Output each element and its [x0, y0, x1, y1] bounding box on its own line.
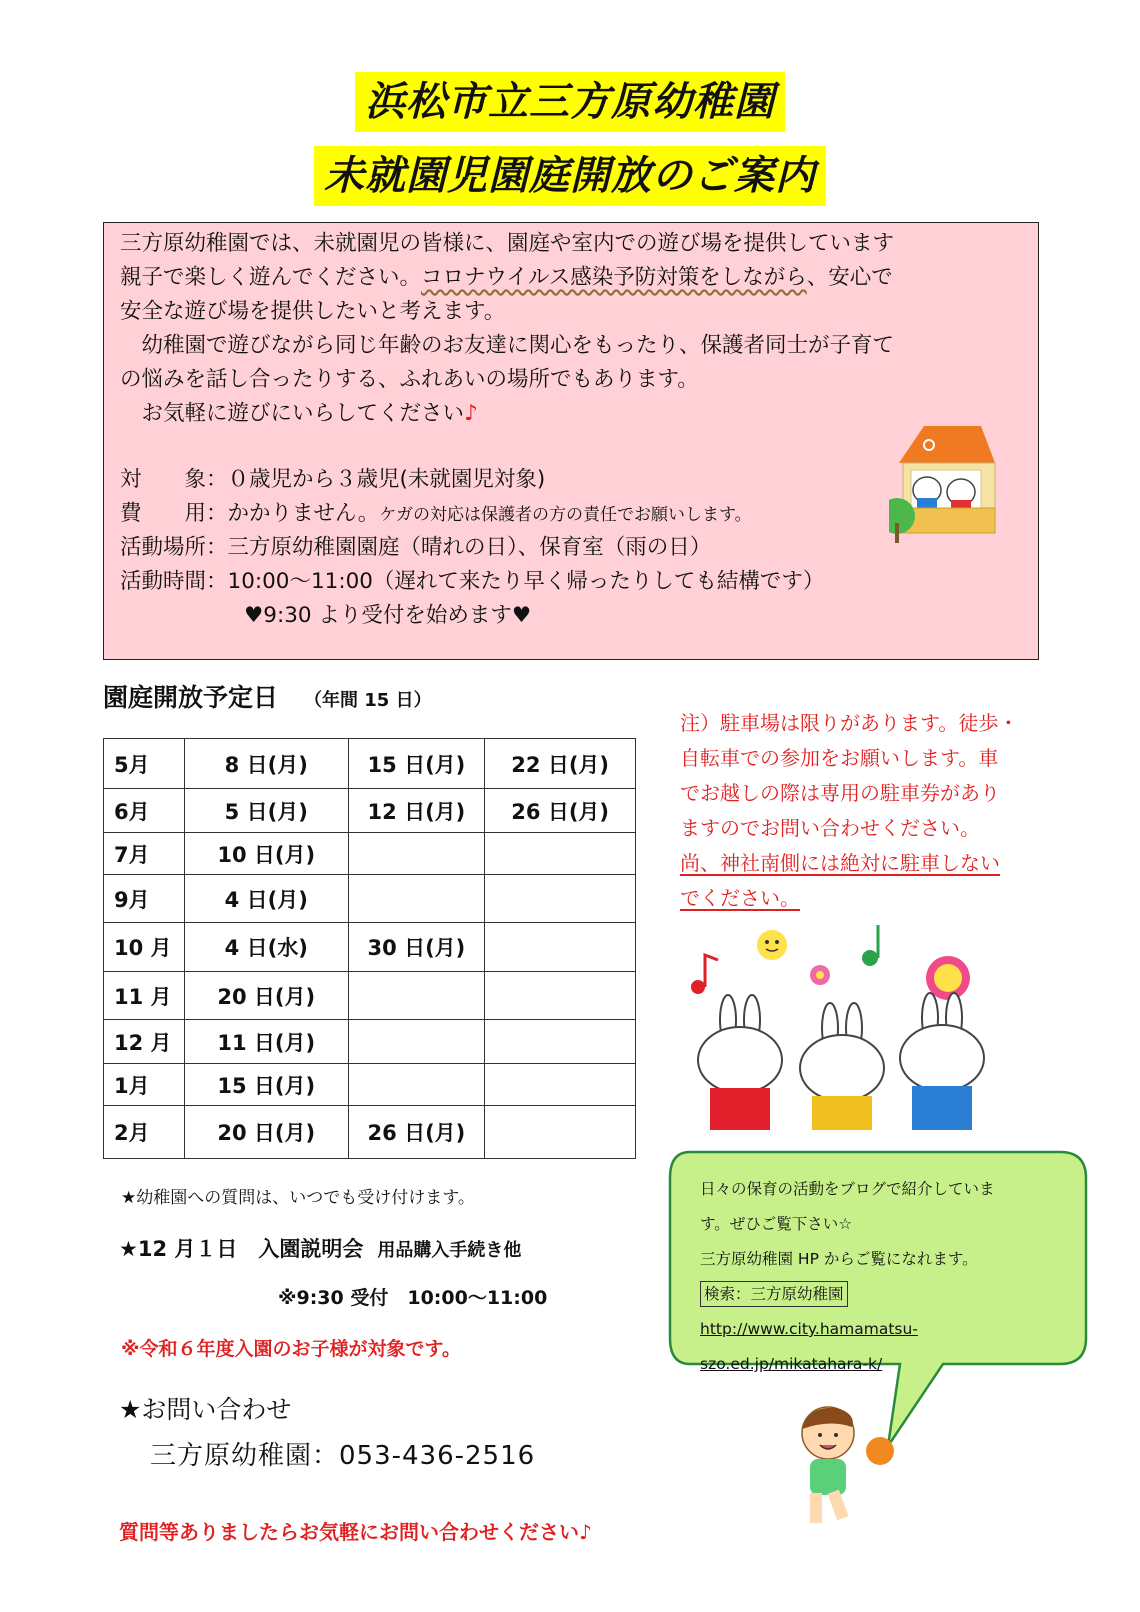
questions-note: ★幼稚園への質問は、いつでも受け付けます。 [121, 1188, 475, 1208]
contact-heading: ★お問い合わせ [119, 1395, 292, 1424]
boy-with-ball-icon [790, 1405, 910, 1535]
title-line2: 未就園児園庭開放のご案内 [0, 146, 1140, 206]
table-row: 9月 4 日(月) [104, 875, 636, 923]
blog-info: 日々の保育の活動をブログで紹介していま す。ぜひご覧下さい☆ 三方原幼稚園 HP からご覧になれます。 検索：三方原幼稚園 http://www.city.hamamatsu- szo.ed.jp/mikatahara-k/ [700, 1180, 995, 1373]
intro-line: の悩みを話し合ったりする、ふれあいの場所でもあります。 [120, 367, 699, 392]
closing-note: 質問等ありましたらお気軽にお問い合わせください♪ [119, 1520, 592, 1544]
briefing-time: ※9:30 受付 10:00～11:00 [278, 1287, 548, 1309]
parking-note: 注）駐車場は限りがあります。徒歩・ 自転車での参加をお願いします。車 でお越しの際は専用の駐車券があり ますのでお問い合わせください。 尚、神社南側には絶対に駐車しない でください。 [680, 711, 1019, 910]
blog-url-line1[interactable]: http://www.city.hamamatsu- [700, 1320, 918, 1338]
house-illustration-icon [889, 418, 999, 543]
table-row: 12 月 11 日(月) [104, 1020, 636, 1064]
intro-line: お気軽に遊びにいらしてください♪ [120, 401, 478, 426]
intro-line: 親子で楽しく遊んでください。コロナウイルス感染予防対策をしながら、安心で [120, 265, 893, 290]
table-row: 5月 8 日(月) 15 日(月) 22 日(月) [104, 739, 636, 789]
table-row: 2月 20 日(月) 26 日(月) [104, 1106, 636, 1159]
intro-line: 三方原幼稚園では、未就園児の皆様に、園庭や室内での遊び場を提供しています [120, 231, 895, 256]
contact-line: 三方原幼稚園：053-436-2516 [150, 1441, 536, 1471]
table-row: 10 月 4 日(水) 30 日(月) [104, 923, 636, 972]
blog-url-line2[interactable]: szo.ed.jp/mikatahara-k/ [700, 1355, 883, 1373]
search-keyword: 検索：三方原幼稚園 [700, 1281, 848, 1307]
place-row: 活動場所：三方原幼稚園園庭（晴れの日）、保育室（雨の日） [120, 535, 712, 560]
rabbits-illustration-icon [680, 920, 1020, 1150]
target-note: ※令和６年度入園のお子様が対象です。 [121, 1338, 461, 1360]
table-row: 7月 10 日(月) [104, 833, 636, 875]
table-row: 1月 15 日(月) [104, 1064, 636, 1106]
title-line1: 浜松市立三方原幼稚園 [0, 72, 1140, 132]
table-row: 11 月 20 日(月) [104, 972, 636, 1020]
intro-box [103, 222, 1039, 660]
target-row: 対 象：０歳児から３歳児(未就園児対象) [120, 467, 546, 492]
schedule-table [103, 738, 636, 1159]
intro-line: 幼稚園で遊びながら同じ年齢のお友達に関心をもったり、保護者同士が子育て [120, 333, 895, 358]
intro-line: 安全な遊び場を提供したいと考えます。 [120, 299, 506, 324]
schedule-title: 園庭開放予定日 （年間 15 日） [103, 683, 432, 712]
time-row: 活動時間：10:00～11:00（遅れて来たり早く帰ったりしても結構です） [120, 569, 825, 594]
briefing-line: ★12 月１日 入園説明会 用品購入手続き他 [119, 1237, 522, 1261]
fee-row: 費 用：かかりません。ケガの対応は保護者の方の責任でお願いします。 [120, 501, 752, 526]
reception-note: ♥9:30 より受付を始めます♥ [244, 603, 532, 628]
table-row: 6月 5 日(月) 12 日(月) 26 日(月) [104, 789, 636, 833]
